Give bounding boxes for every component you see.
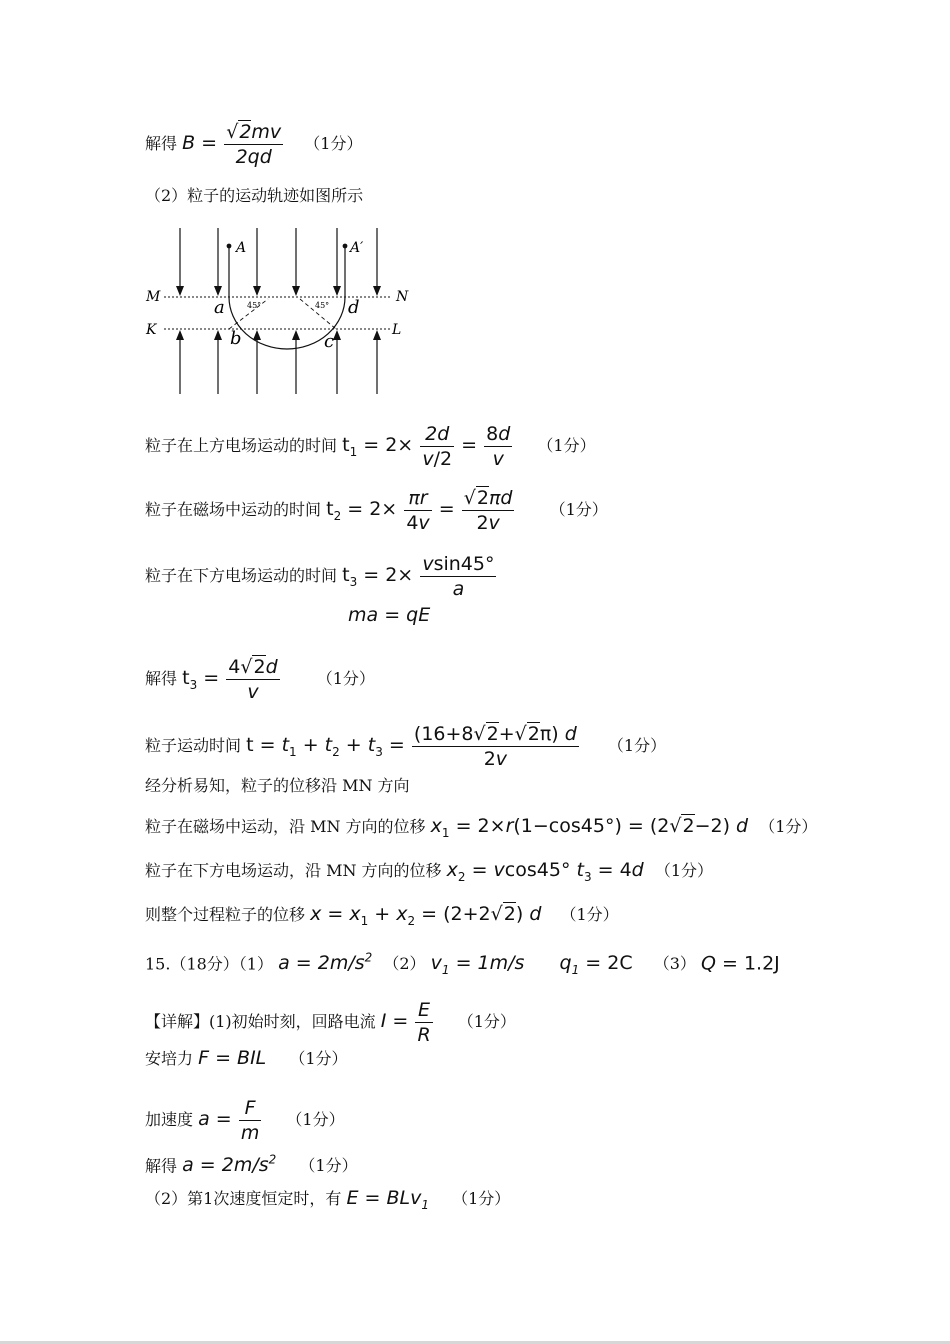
line-15: [145, 1048, 348, 1069]
line-9-text: 经分析易知，粒子的位移沿 MN 方向: [145, 776, 410, 795]
label-L: L: [392, 322, 402, 338]
lower-field-arrows: [180, 334, 377, 394]
fraction: $\frac{vsin45^\circ}{a}$: [422, 553, 495, 600]
fraction: $\frac{4√2d}{v}$: [228, 656, 278, 703]
line-12-prefix: 则整个过程粒子的位移: [145, 905, 306, 924]
line-13-mid1: （2）: [383, 954, 426, 974]
score: （1分）: [654, 861, 714, 880]
line-15-prefix: 安培力: [145, 1049, 194, 1068]
line-10: [145, 816, 817, 843]
score: （1分）: [452, 1189, 511, 1208]
formula-t2: $t_2 = 2\times$: [326, 498, 398, 523]
formula-x1: $x_1 = 2\times r(1-\cos 45^\circ) = (2√2-2)$ d: [430, 815, 749, 840]
line-2-text: （2）粒子的运动轨迹如图所示: [145, 186, 364, 205]
score: （1分）: [537, 436, 596, 455]
answer-q1: $q_1 = 2C$: [559, 952, 633, 978]
formula-I: I =: [380, 1010, 409, 1032]
line-17-prefix: 解得: [145, 1156, 178, 1176]
line-11-prefix: 粒子在下方电场运动，沿 MN 方向的位移: [145, 861, 442, 880]
line-4: 粒子在磁场中运动的时间 $t_2 = 2\times$ $\frac{\pi r}{4v}$ = $\frac{√2\pi d}{2v}$ （1分）: [145, 487, 608, 534]
line-3-prefix: 粒子在上方电场运动的时间: [145, 436, 338, 455]
upper-field-arrows: [180, 228, 377, 292]
label-A: A: [236, 240, 247, 256]
formula-a: a =: [198, 1108, 232, 1130]
score: （1分）: [457, 1012, 516, 1031]
line-12: [145, 904, 619, 931]
answer-Q: Q = 1.2J: [701, 952, 780, 975]
line-9: [145, 776, 410, 796]
formula-t3: $t_3 = 2\times$: [342, 564, 414, 589]
score: （1分）: [607, 736, 667, 755]
line-18: [145, 1188, 510, 1215]
line-11: [145, 860, 713, 887]
score: （1分）: [560, 905, 619, 924]
line-16-prefix: 加速度: [145, 1110, 194, 1129]
fraction: $\frac{8d}{v}$: [486, 423, 511, 470]
line-7: [145, 655, 375, 704]
trajectory-diagram: [140, 224, 420, 400]
line-4-prefix: 粒子在磁场中运动的时间: [145, 500, 322, 519]
formula-a-result: $a = 2m/s^2$: [182, 1153, 277, 1177]
label-a: a: [214, 297, 225, 318]
line-13-mid2: （3）: [653, 954, 696, 974]
line-8-prefix: 粒子运动时间: [145, 736, 242, 755]
formula-E: E = BLv$_1$: [346, 1187, 429, 1212]
line-6-equation: ma = qE: [348, 604, 431, 626]
score: （1分）: [286, 1110, 345, 1129]
line-13: [145, 948, 780, 980]
formula-t3-result: $t_3$ =: [182, 667, 220, 692]
line-1-prefix: 解得: [145, 134, 178, 153]
formula-t1: $t_1 = 2\times$: [342, 434, 414, 459]
formula-F: F = BIL: [198, 1047, 267, 1069]
line-18-prefix: （2）第1次速度恒定时，有: [145, 1189, 342, 1208]
fraction: $\frac{F}{m}$: [240, 1097, 260, 1144]
score: （1分）: [316, 669, 375, 688]
fraction: $\frac{√2\pi d}{2v}$: [463, 487, 513, 534]
line-10-prefix: 粒子在磁场中运动，沿 MN 方向的位移: [145, 817, 426, 836]
label-angle-left: 45°: [247, 301, 262, 310]
label-M: M: [146, 289, 161, 305]
fraction: $\frac{(16+8√2+√2\pi) d}{2v}$: [413, 723, 577, 770]
line-2: [145, 186, 363, 206]
label-K: K: [146, 322, 157, 338]
line-1: [145, 120, 362, 169]
answer-a: $a = 2m/s^2$: [278, 951, 373, 975]
line-5: [145, 552, 498, 601]
line-14-prefix: 【详解】(1)初始时刻，回路电流: [145, 1012, 376, 1031]
label-d: d: [348, 297, 360, 318]
formula-x: $x = x_1 + x_2 = (2+2√2)$ d: [310, 903, 542, 928]
score: （1分）: [299, 1156, 358, 1176]
line-5-prefix: 粒子在下方电场运动的时间: [145, 566, 338, 585]
formula-t-total: $t = t_1 + t_2 + t_3$ =: [246, 734, 405, 759]
score: （1分）: [304, 134, 363, 153]
label-angle-right: 45°: [315, 301, 330, 310]
fraction: $\frac{√2mv}{2qd}$: [226, 121, 282, 168]
answer-v1: $v_1 = 1m/s$: [430, 952, 525, 978]
line-14: [145, 998, 516, 1047]
formula-x2: $x_2 = vcos45^\circ$ $t_3 = 4d$: [446, 859, 644, 884]
score: （1分）: [289, 1049, 348, 1068]
fraction: $\frac{E}{R}$: [417, 999, 431, 1046]
line-17: [145, 1150, 358, 1176]
label-N: N: [396, 289, 409, 305]
line-7-prefix: 解得: [145, 669, 178, 688]
line-3: 粒子在上方电场运动的时间 $t_1 = 2\times$ $\frac{2d}{v/2}$ = $\frac{8d}{v}$ （1分）: [145, 423, 596, 470]
label-c: c: [324, 331, 335, 352]
label-b: b: [230, 328, 242, 349]
formula-B: B =: [182, 132, 218, 154]
score: （1分）: [549, 500, 608, 519]
label-A2: A′: [350, 240, 364, 256]
line-13-prefix: 15.（18分）（1）: [145, 954, 273, 974]
score: （1分）: [759, 817, 818, 836]
line-16: [145, 1096, 345, 1145]
line-8: [145, 722, 666, 771]
fraction: $\frac{\pi r}{4v}$: [406, 487, 430, 534]
fraction: $\frac{2d}{v/2}$: [422, 423, 453, 470]
